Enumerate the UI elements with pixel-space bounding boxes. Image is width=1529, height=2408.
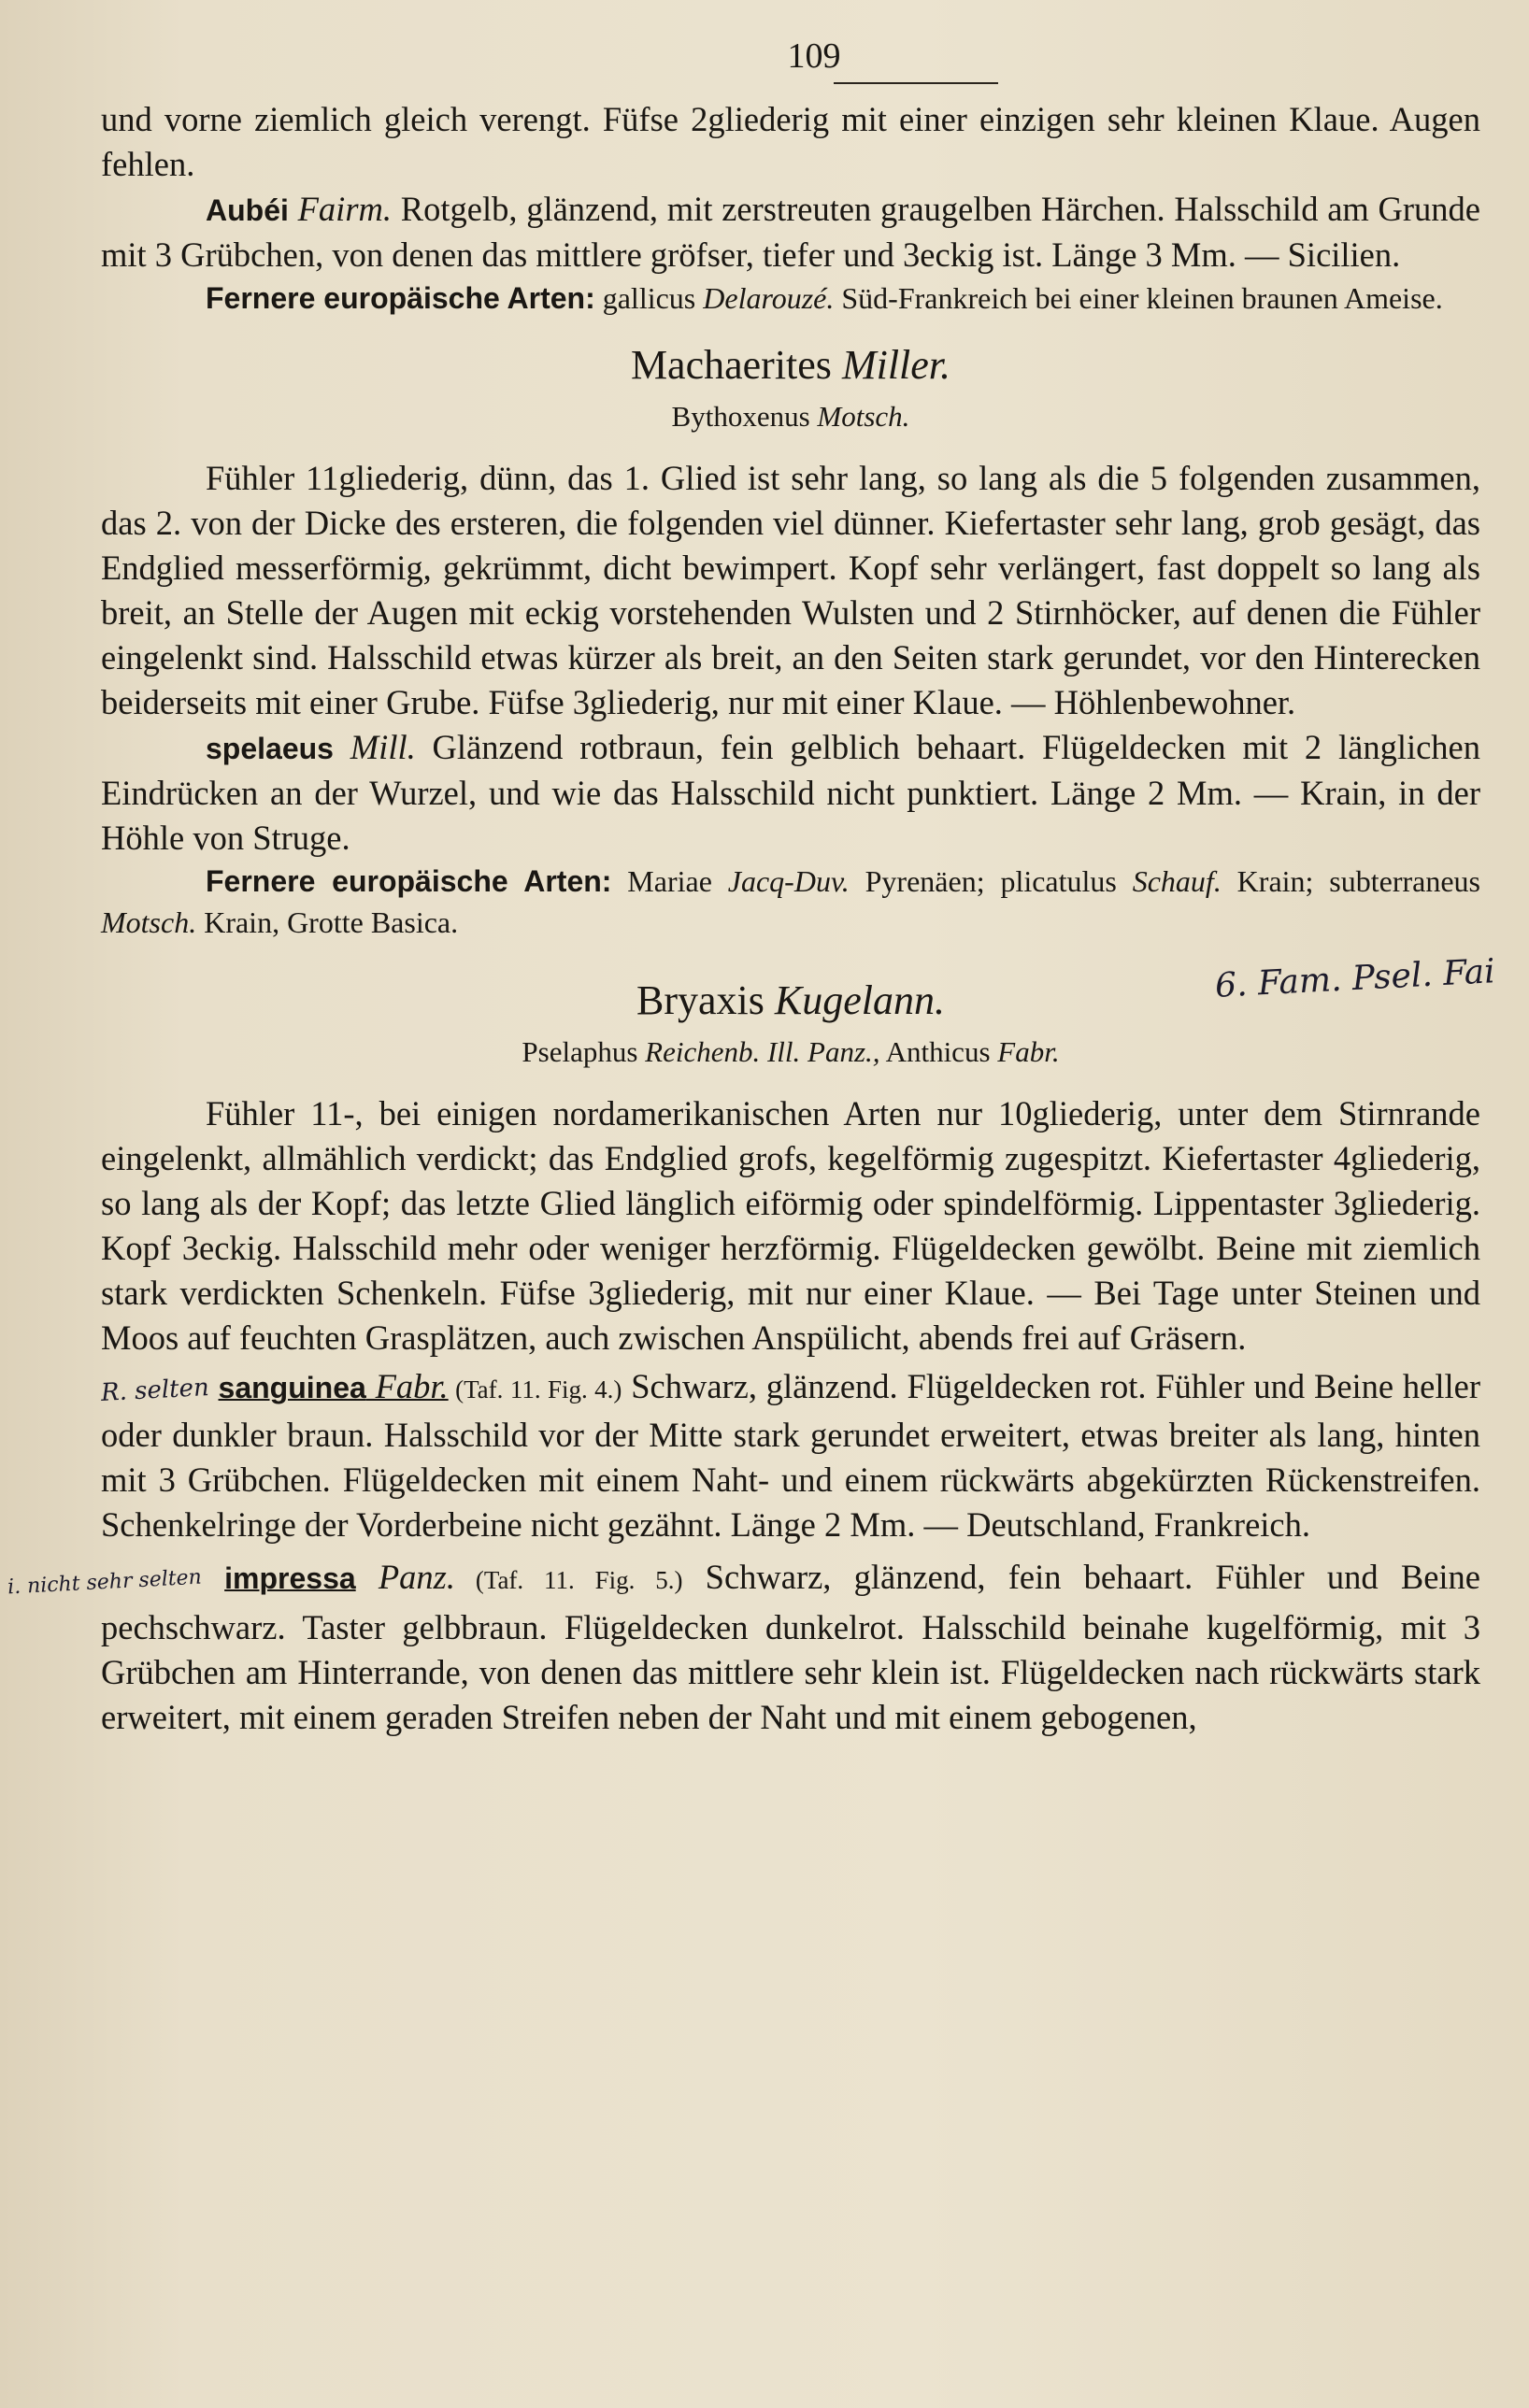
- continuation-text: und vorne ziemlich gleich verengt. Füfse 2gliederig mit einer einzigen sehr kleinen Klaue. Augen fehlen.: [101, 100, 1480, 183]
- species-entry-aubei: [101, 187, 1480, 278]
- synonym-name: Bythoxenus: [671, 400, 818, 433]
- species-name: Aubéi: [206, 193, 289, 227]
- page-number: 109: [787, 36, 841, 76]
- further-species-text: Krain; subterraneus: [1221, 864, 1480, 898]
- description-text: Fühler 11-, bei einigen nordamerikanischen Arten nur 10gliederig, unter dem Stirnrande eingelenkt, allmählich verdickt; das Endglied grofs, kegelförmig zugespitzt. Kiefertaster 4gliederig, so lang als der Kopf; das letzte Glied länglich eiförmig oder spindelförmig. Lippentaster 3gliederig. Kopf 3eckig. Halsschild mehr oder weniger herzförmig. Flügeldecken gewölbt. Beine mit ziemlich stark verdickten Schenkeln. Füfse 3gliederig, mit nur einer Klaue. — Bei Tage unter Steinen und Moos auf feuchten Grasplätzen, auch zwischen Anspülicht, abends frei auf Gräsern.: [101, 1094, 1480, 1357]
- species-author: Delarouzé.: [703, 281, 835, 315]
- species-author: Fabr.: [365, 1367, 449, 1405]
- synonym-author: Motsch.: [817, 400, 910, 433]
- further-species-text: Süd-Frankreich bei einer kleinen braunen Ameise.: [834, 281, 1443, 315]
- genus-synonym: [101, 1035, 1480, 1069]
- synonym-author: Reichenb. Ill. Panz.,: [645, 1035, 880, 1068]
- paragraph-continuation: [101, 97, 1480, 187]
- genus-description-bryaxis: [101, 1091, 1480, 1361]
- synonym-name: Pselaphus: [522, 1035, 646, 1068]
- species-description: Schwarz, glänzend. Flügeldecken rot. Fühler und Beine heller oder dunkler braun. Halsschild vor der Mitte stark gerundet erweitert, etwas breiter als lang, hinten mit 3 Grübchen. Flügeldecken mit einem Naht- und einem rückwärts abgekürzten Rückenstreifen. Schenkelringe der Vorderbeine nicht gezähnt. Länge 2 Mm. — Deutschland, Frankreich.: [101, 1367, 1480, 1544]
- page-number-rule: [834, 82, 998, 84]
- synonym-author: Fabr.: [997, 1035, 1060, 1068]
- figure-reference: (Taf. 11. Fig. 5.): [455, 1566, 683, 1594]
- genus-name: Machaerites: [630, 342, 842, 388]
- further-species-text: Krain, Grotte Basica.: [196, 905, 459, 939]
- genus-description-machaerites: [101, 456, 1480, 725]
- handwritten-annotation: i. nicht sehr selten: [7, 1565, 203, 1600]
- genus-synonym: [101, 400, 1480, 434]
- genus-heading-machaerites: [101, 341, 1480, 389]
- synonym-name: Anthicus: [879, 1035, 998, 1068]
- description-text: Fühler 11gliederig, dünn, das 1. Glied ist sehr lang, so lang als die 5 folgenden zusammen, das 2. von der Dicke des ersteren, die folgenden viel dünner. Kiefertaster sehr lang, grob gesägt, das Endglied messerförmig, gekrümmt, dicht bewimpert. Kopf sehr verlängert, fast doppelt so lang als breit, an Stelle der Augen mit eckig vorstehenden Wulsten und 2 Stirnhöcker, auf denen die Fühler eingelenkt sind. Halsschild etwas kürzer als breit, an den Seiten stark gerundet, vor den Hinterecken beiderseits mit einer Grube. Füfse 3gliederig, nur mit einer Klaue. — Höhlenbewohner.: [101, 459, 1480, 721]
- further-species-text: gallicus: [594, 281, 704, 315]
- genus-name: Bryaxis: [636, 977, 775, 1023]
- genus-author: Kugelann.: [774, 977, 945, 1023]
- species-author: Motsch.: [101, 905, 197, 939]
- species-description: Schwarz, glänzend, fein behaart. Fühler und Beine pechschwarz. Taster gelbbraun. Flügeldecken dunkelrot. Halsschild beinahe kugelförmig, mit 3 Grübchen am Hinterrande, von denen das mittlere sehr klein ist. Flügeldecken nach rückwärts stark erweitert, mit einem geraden Streifen neben der Naht und mit einem gebogenen,: [101, 1558, 1481, 1736]
- species-author: Fairm.: [297, 190, 393, 228]
- species-description: Rotgelb, glänzend, mit zerstreuten graugelben Härchen. Halsschild am Grunde mit 3 Grübchen, von denen das mittlere gröfser, tiefer und 3eckig ist. Länge 3 Mm. — Sicilien.: [101, 190, 1481, 274]
- further-species-text: Pyrenäen; plicatulus: [849, 864, 1133, 898]
- further-species-label: Fernere europäische Arten:: [206, 281, 595, 315]
- further-species-1: [101, 278, 1480, 319]
- species-description: Glänzend rotbraun, fein gelblich behaart. Flügeldecken mit 2 länglichen Eindrücken an der Wurzel, und wie das Halsschild nicht punktiert. Länge 2 Mm. — Krain, in der Höhle von Struge.: [101, 728, 1480, 857]
- further-species-text: Mariae: [611, 864, 728, 898]
- further-species-2: [101, 861, 1480, 943]
- species-author: Panz.: [355, 1558, 456, 1596]
- species-author: Jacq-Duv.: [727, 864, 850, 898]
- species-name: spelaeus: [206, 732, 334, 765]
- handwritten-annotation: R. selten: [100, 1373, 210, 1408]
- species-name: impressa: [224, 1561, 356, 1595]
- species-author: Schauf.: [1132, 864, 1222, 898]
- species-entry-sanguinea: [101, 1364, 1480, 1547]
- figure-reference: (Taf. 11. Fig. 4.): [448, 1375, 622, 1403]
- handwritten-note: 6. Fam. Psel. Fai: [1214, 952, 1496, 1005]
- species-entry-spelaeus: [101, 725, 1480, 861]
- species-name: sanguinea: [218, 1371, 366, 1404]
- further-species-label: Fernere europäische Arten:: [206, 864, 612, 898]
- genus-author: Miller.: [841, 342, 951, 388]
- species-author: Mill.: [333, 728, 416, 766]
- genus-heading-bryaxis: [101, 952, 1496, 1024]
- species-entry-impressa: [7, 1555, 1481, 1740]
